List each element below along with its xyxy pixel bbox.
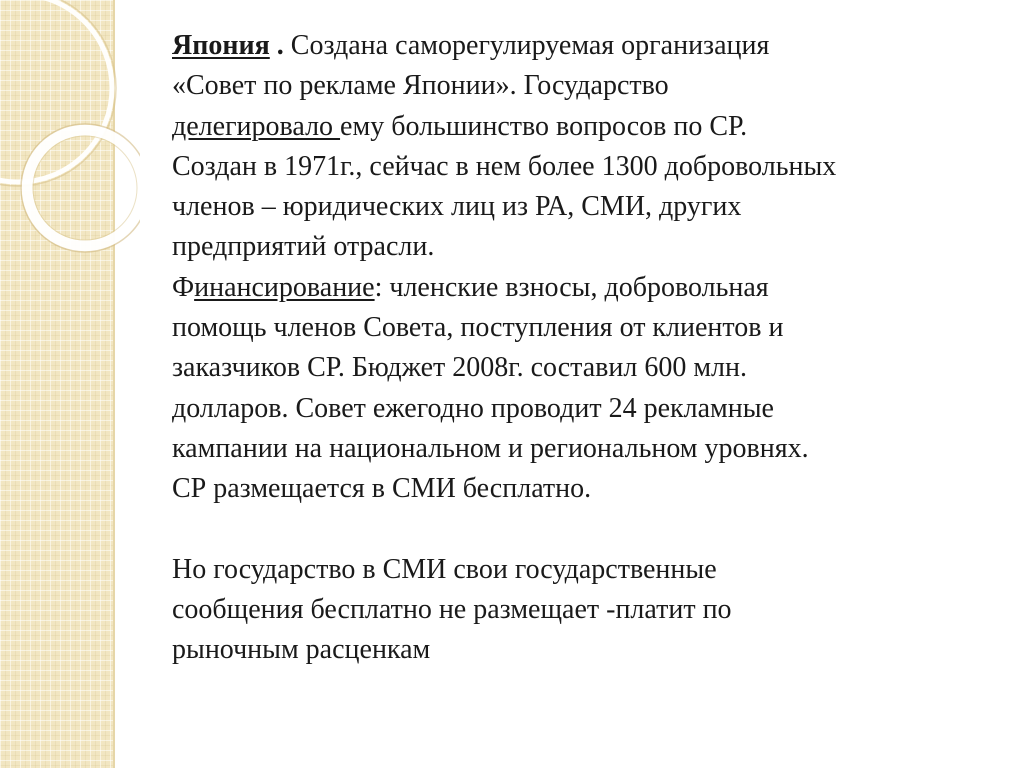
slide-text-body: [172, 26, 1002, 671]
paragraph-japan-council: [172, 26, 1002, 268]
decorative-ring-small: [27, 130, 140, 246]
text-fragment: : членские взносы, добровольная: [374, 271, 769, 303]
decorative-ring-large-shadow: [0, 0, 116, 186]
text-line: «Совет по рекламе Японии». Государство: [172, 70, 669, 102]
text-line: СР размещается в СМИ бесплатно.: [172, 473, 592, 505]
underlined-term-financing: инансирование: [194, 271, 375, 303]
text-fragment: ему большинство вопросов по СР.: [340, 110, 748, 142]
paragraph-financing: [172, 268, 1002, 510]
text-line: членов – юридических лиц из РА, СМИ, других: [172, 191, 742, 223]
underlined-term-delegated: делегировало: [172, 110, 341, 142]
text-line: долларов. Совет ежегодно проводит 24 рекламные: [172, 392, 774, 424]
heading-dot: .: [269, 30, 291, 61]
text-line: заказчиков СР. Бюджет 2008г. составил 600 млн.: [172, 352, 748, 384]
text-line: кампании на национальном и региональном уровнях.: [172, 432, 809, 464]
text-fragment: Создана саморегулируемая организация: [290, 30, 770, 61]
heading-japan: Япония: [172, 30, 270, 61]
text-line: [172, 107, 1002, 147]
text-line: предприятий отрасли.: [172, 231, 435, 263]
text-line: Но государство в СМИ свои государственные: [172, 553, 717, 585]
text-line: помощь членов Совета, поступления от клиентов и: [172, 312, 784, 344]
paragraph-state-messages: [172, 550, 1002, 671]
text-line: [172, 268, 1002, 308]
text-line: Создан в 1971г., сейчас в нем более 1300 добровольных: [172, 150, 837, 182]
text-fragment: Ф: [172, 271, 195, 303]
decorative-rings: [0, 0, 140, 300]
text-line: сообщения бесплатно не размещает -платит по: [172, 594, 732, 626]
text-line: рыночным расценкам: [172, 634, 431, 666]
paragraph-spacer: [172, 510, 1002, 550]
text-line: [172, 26, 1002, 66]
